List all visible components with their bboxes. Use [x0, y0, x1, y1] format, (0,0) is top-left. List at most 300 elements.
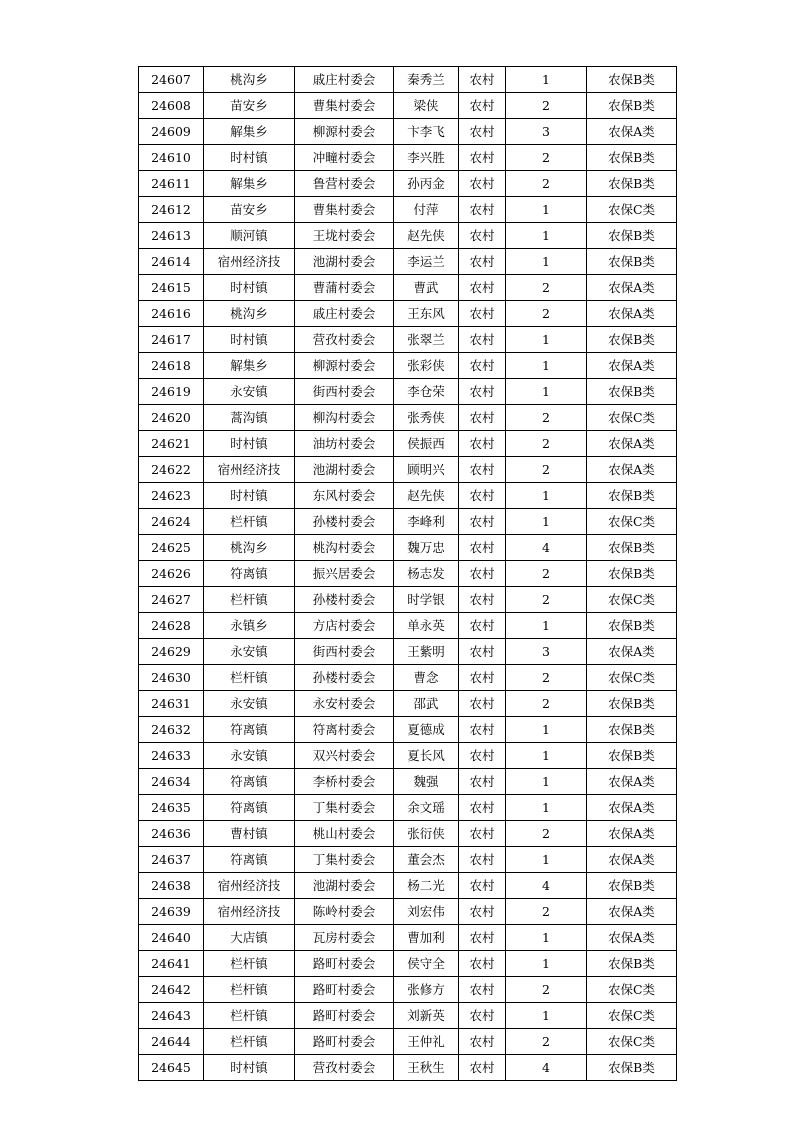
table-cell: 农村 — [459, 197, 506, 223]
table-cell: 大店镇 — [204, 925, 295, 951]
table-cell: 3 — [506, 639, 587, 665]
table-cell: 桃沟乡 — [204, 535, 295, 561]
table-cell: 农保A类 — [587, 899, 677, 925]
table-cell: 孙楼村委会 — [295, 509, 394, 535]
table-cell: 刘新英 — [394, 1003, 459, 1029]
table-row — [139, 925, 677, 951]
table-cell: 丁集村委会 — [295, 847, 394, 873]
table-cell: 刘宏伟 — [394, 899, 459, 925]
table-cell: 永安镇 — [204, 639, 295, 665]
table-row — [139, 197, 677, 223]
table-cell: 4 — [506, 1055, 587, 1081]
table-row — [139, 93, 677, 119]
table-cell: 曹集村委会 — [295, 197, 394, 223]
table-cell: 2 — [506, 301, 587, 327]
table-cell: 农保B类 — [587, 613, 677, 639]
table-cell: 24609 — [139, 119, 204, 145]
table-cell: 宿州经济技 — [204, 457, 295, 483]
table-row — [139, 821, 677, 847]
table-cell: 农村 — [459, 743, 506, 769]
table-row — [139, 1055, 677, 1081]
table-cell: 董会杰 — [394, 847, 459, 873]
table-cell: 24634 — [139, 769, 204, 795]
table-cell: 1 — [506, 717, 587, 743]
table-cell: 1 — [506, 925, 587, 951]
table-cell: 24621 — [139, 431, 204, 457]
table-cell: 张秀侠 — [394, 405, 459, 431]
table-cell: 农村 — [459, 899, 506, 925]
table-cell: 曹念 — [394, 665, 459, 691]
table-cell: 2 — [506, 821, 587, 847]
table-cell: 王东风 — [394, 301, 459, 327]
table-cell: 农村 — [459, 1003, 506, 1029]
table-cell: 农村 — [459, 353, 506, 379]
table-cell: 农保A类 — [587, 639, 677, 665]
table-cell: 东风村委会 — [295, 483, 394, 509]
table-cell: 农村 — [459, 665, 506, 691]
table-cell: 农村 — [459, 119, 506, 145]
table-cell: 2 — [506, 405, 587, 431]
table-cell: 1 — [506, 67, 587, 93]
table-cell: 营孜村委会 — [295, 327, 394, 353]
table-cell: 李兴胜 — [394, 145, 459, 171]
table-cell: 24630 — [139, 665, 204, 691]
table-cell: 1 — [506, 509, 587, 535]
table-cell: 永安镇 — [204, 691, 295, 717]
table-cell: 农保A类 — [587, 119, 677, 145]
table-cell: 农村 — [459, 587, 506, 613]
table-cell: 24645 — [139, 1055, 204, 1081]
table-cell: 孙楼村委会 — [295, 665, 394, 691]
table-cell: 农村 — [459, 223, 506, 249]
table-cell: 栏杆镇 — [204, 1029, 295, 1055]
table-row — [139, 457, 677, 483]
table-cell: 24636 — [139, 821, 204, 847]
table-row — [139, 223, 677, 249]
table-cell: 栏杆镇 — [204, 1003, 295, 1029]
table-cell: 农村 — [459, 145, 506, 171]
table-row — [139, 483, 677, 509]
table-cell: 永安镇 — [204, 743, 295, 769]
table-cell: 农村 — [459, 483, 506, 509]
table-cell: 时村镇 — [204, 483, 295, 509]
table-cell: 2 — [506, 977, 587, 1003]
table-cell: 2 — [506, 145, 587, 171]
table-cell: 农保A类 — [587, 301, 677, 327]
table-cell: 曹村镇 — [204, 821, 295, 847]
table-cell: 时村镇 — [204, 145, 295, 171]
table-cell: 2 — [506, 1029, 587, 1055]
table-cell: 农保C类 — [587, 197, 677, 223]
table-row — [139, 301, 677, 327]
table-cell: 农保B类 — [587, 873, 677, 899]
table-cell: 1 — [506, 795, 587, 821]
table-cell: 农村 — [459, 509, 506, 535]
table-row — [139, 717, 677, 743]
table-cell: 农村 — [459, 249, 506, 275]
table-cell: 瓦房村委会 — [295, 925, 394, 951]
table-cell: 农保B类 — [587, 535, 677, 561]
table-cell: 农村 — [459, 1029, 506, 1055]
table-cell: 时村镇 — [204, 327, 295, 353]
table-cell: 24633 — [139, 743, 204, 769]
table-cell: 农村 — [459, 327, 506, 353]
table-cell: 农村 — [459, 847, 506, 873]
table-cell: 魏万忠 — [394, 535, 459, 561]
table-cell: 农保B类 — [587, 327, 677, 353]
table-cell: 24635 — [139, 795, 204, 821]
table-cell: 农保B类 — [587, 249, 677, 275]
table-cell: 农保B类 — [587, 561, 677, 587]
table-row — [139, 691, 677, 717]
table-cell: 张衍侠 — [394, 821, 459, 847]
table-cell: 顾明兴 — [394, 457, 459, 483]
table-cell: 柳沟村委会 — [295, 405, 394, 431]
table-cell: 农保C类 — [587, 587, 677, 613]
table-cell: 农保A类 — [587, 431, 677, 457]
table-cell: 栏杆镇 — [204, 665, 295, 691]
table-cell: 符离镇 — [204, 717, 295, 743]
table-cell: 方店村委会 — [295, 613, 394, 639]
table-cell: 24627 — [139, 587, 204, 613]
table-cell: 王秋生 — [394, 1055, 459, 1081]
table-cell: 农保C类 — [587, 977, 677, 1003]
table-cell: 农保A类 — [587, 821, 677, 847]
table-cell: 24618 — [139, 353, 204, 379]
table-cell: 卞李飞 — [394, 119, 459, 145]
table-cell: 永安镇 — [204, 379, 295, 405]
table-cell: 农村 — [459, 1055, 506, 1081]
table-cell: 丁集村委会 — [295, 795, 394, 821]
table-cell: 农村 — [459, 93, 506, 119]
table-row — [139, 847, 677, 873]
table-cell: 24612 — [139, 197, 204, 223]
table-cell: 农村 — [459, 925, 506, 951]
table-cell: 桃沟村委会 — [295, 535, 394, 561]
table-cell: 农村 — [459, 431, 506, 457]
table-cell: 2 — [506, 431, 587, 457]
table-cell: 1 — [506, 249, 587, 275]
table-cell: 顺河镇 — [204, 223, 295, 249]
table-cell: 苗安乡 — [204, 197, 295, 223]
table-cell: 24624 — [139, 509, 204, 535]
table-cell: 王垅村委会 — [295, 223, 394, 249]
table-cell: 梁侠 — [394, 93, 459, 119]
table-row — [139, 899, 677, 925]
table-cell: 解集乡 — [204, 353, 295, 379]
beneficiary-table — [138, 66, 677, 1081]
table-row — [139, 561, 677, 587]
table-cell: 赵先侠 — [394, 223, 459, 249]
table-cell: 秦秀兰 — [394, 67, 459, 93]
table-row — [139, 951, 677, 977]
table-cell: 路町村委会 — [295, 977, 394, 1003]
table-cell: 24614 — [139, 249, 204, 275]
table-cell: 4 — [506, 535, 587, 561]
table-cell: 戚庄村委会 — [295, 67, 394, 93]
table-cell: 1 — [506, 847, 587, 873]
table-cell: 2 — [506, 587, 587, 613]
table-cell: 振兴居委会 — [295, 561, 394, 587]
table-cell: 农保B类 — [587, 379, 677, 405]
table-cell: 邵武 — [394, 691, 459, 717]
table-cell: 农村 — [459, 821, 506, 847]
table-cell: 张彩侠 — [394, 353, 459, 379]
table-cell: 陈岭村委会 — [295, 899, 394, 925]
table-row — [139, 977, 677, 1003]
table-cell: 曹集村委会 — [295, 93, 394, 119]
table-cell: 农保C类 — [587, 509, 677, 535]
table-cell: 符离镇 — [204, 847, 295, 873]
table-cell: 24626 — [139, 561, 204, 587]
table-cell: 农保A类 — [587, 925, 677, 951]
table-row — [139, 275, 677, 301]
table-cell: 解集乡 — [204, 171, 295, 197]
table-cell: 农保B类 — [587, 1055, 677, 1081]
table-cell: 3 — [506, 119, 587, 145]
table-cell: 1 — [506, 197, 587, 223]
table-cell: 农村 — [459, 457, 506, 483]
table-row — [139, 1029, 677, 1055]
table-cell: 池湖村委会 — [295, 249, 394, 275]
table-cell: 24623 — [139, 483, 204, 509]
table-row — [139, 795, 677, 821]
table-cell: 李峰利 — [394, 509, 459, 535]
table-cell: 农保C类 — [587, 405, 677, 431]
table-cell: 杨志发 — [394, 561, 459, 587]
table-cell: 时学银 — [394, 587, 459, 613]
table-row — [139, 613, 677, 639]
table-row — [139, 743, 677, 769]
table-cell: 24619 — [139, 379, 204, 405]
table-row — [139, 353, 677, 379]
table-cell: 农村 — [459, 301, 506, 327]
table-cell: 2 — [506, 457, 587, 483]
table-cell: 24617 — [139, 327, 204, 353]
table-cell: 24620 — [139, 405, 204, 431]
table-cell: 24611 — [139, 171, 204, 197]
table-row — [139, 405, 677, 431]
table-cell: 1 — [506, 743, 587, 769]
table-cell: 农保B类 — [587, 691, 677, 717]
table-cell: 农保C类 — [587, 665, 677, 691]
table-cell: 农保B类 — [587, 93, 677, 119]
table-cell: 2 — [506, 93, 587, 119]
table-cell: 1 — [506, 379, 587, 405]
table-cell: 2 — [506, 171, 587, 197]
table-row — [139, 67, 677, 93]
table-cell: 农保A类 — [587, 275, 677, 301]
table-cell: 街西村委会 — [295, 379, 394, 405]
table-cell: 魏强 — [394, 769, 459, 795]
table-cell: 24643 — [139, 1003, 204, 1029]
table-cell: 24638 — [139, 873, 204, 899]
table-cell: 2 — [506, 899, 587, 925]
table-cell: 1 — [506, 769, 587, 795]
table-cell: 栏杆镇 — [204, 977, 295, 1003]
table-cell: 农村 — [459, 379, 506, 405]
table-cell: 1 — [506, 327, 587, 353]
table-cell: 戚庄村委会 — [295, 301, 394, 327]
table-row — [139, 431, 677, 457]
table-row — [139, 327, 677, 353]
table-row — [139, 535, 677, 561]
table-cell: 桃沟乡 — [204, 301, 295, 327]
table-cell: 双兴村委会 — [295, 743, 394, 769]
table-cell: 农村 — [459, 171, 506, 197]
table-row — [139, 119, 677, 145]
table-cell: 24613 — [139, 223, 204, 249]
table-cell: 农村 — [459, 717, 506, 743]
table-cell: 24632 — [139, 717, 204, 743]
table-cell: 1 — [506, 483, 587, 509]
table-cell: 符离村委会 — [295, 717, 394, 743]
table-cell: 时村镇 — [204, 1055, 295, 1081]
table-cell: 王仲礼 — [394, 1029, 459, 1055]
table-cell: 余文瑶 — [394, 795, 459, 821]
table-cell: 农村 — [459, 561, 506, 587]
table-cell: 张修方 — [394, 977, 459, 1003]
table-cell: 农村 — [459, 769, 506, 795]
table-cell: 24629 — [139, 639, 204, 665]
table-cell: 农保B类 — [587, 743, 677, 769]
table-cell: 2 — [506, 665, 587, 691]
table-row — [139, 249, 677, 275]
table-cell: 曹加利 — [394, 925, 459, 951]
table-cell: 柳源村委会 — [295, 119, 394, 145]
table-cell: 农村 — [459, 613, 506, 639]
table-cell: 油坊村委会 — [295, 431, 394, 457]
table-cell: 24640 — [139, 925, 204, 951]
table-cell: 柳源村委会 — [295, 353, 394, 379]
table-cell: 李运兰 — [394, 249, 459, 275]
table-cell: 曹武 — [394, 275, 459, 301]
table-cell: 2 — [506, 561, 587, 587]
table-cell: 24615 — [139, 275, 204, 301]
table-row — [139, 769, 677, 795]
table-body — [139, 67, 677, 1081]
table-cell: 永镇乡 — [204, 613, 295, 639]
table-cell: 农村 — [459, 795, 506, 821]
table-cell: 农村 — [459, 873, 506, 899]
table-cell: 孙丙金 — [394, 171, 459, 197]
table-cell: 鲁营村委会 — [295, 171, 394, 197]
table-row — [139, 587, 677, 613]
table-cell: 农保A类 — [587, 795, 677, 821]
table-row — [139, 873, 677, 899]
table-cell: 农保C类 — [587, 1003, 677, 1029]
table-cell: 农保B类 — [587, 223, 677, 249]
table-cell: 符离镇 — [204, 561, 295, 587]
table-cell: 农村 — [459, 67, 506, 93]
table-cell: 符离镇 — [204, 795, 295, 821]
table-cell: 农保B类 — [587, 67, 677, 93]
table-cell: 24631 — [139, 691, 204, 717]
table-cell: 张翠兰 — [394, 327, 459, 353]
table-cell: 24616 — [139, 301, 204, 327]
table-cell: 1 — [506, 951, 587, 977]
table-cell: 1 — [506, 353, 587, 379]
table-cell: 24625 — [139, 535, 204, 561]
table-cell: 24622 — [139, 457, 204, 483]
table-cell: 24637 — [139, 847, 204, 873]
table-cell: 24642 — [139, 977, 204, 1003]
table-cell: 农保A类 — [587, 353, 677, 379]
table-cell: 李仓荣 — [394, 379, 459, 405]
table-cell: 栏杆镇 — [204, 509, 295, 535]
table-cell: 24641 — [139, 951, 204, 977]
table-cell: 农保B类 — [587, 145, 677, 171]
table-cell: 时村镇 — [204, 275, 295, 301]
table-cell: 蒿沟镇 — [204, 405, 295, 431]
table-cell: 桃山村委会 — [295, 821, 394, 847]
table-row — [139, 1003, 677, 1029]
table-row — [139, 509, 677, 535]
table-cell: 池湖村委会 — [295, 457, 394, 483]
table-row — [139, 379, 677, 405]
table-cell: 夏德成 — [394, 717, 459, 743]
table-cell: 路町村委会 — [295, 1003, 394, 1029]
table-cell: 24639 — [139, 899, 204, 925]
table-container — [138, 66, 655, 1081]
table-row — [139, 171, 677, 197]
table-cell: 池湖村委会 — [295, 873, 394, 899]
table-cell: 2 — [506, 691, 587, 717]
table-cell: 农村 — [459, 951, 506, 977]
table-cell: 时村镇 — [204, 431, 295, 457]
table-cell: 赵先侠 — [394, 483, 459, 509]
table-cell: 农保B类 — [587, 951, 677, 977]
table-cell: 24607 — [139, 67, 204, 93]
table-cell: 24608 — [139, 93, 204, 119]
table-cell: 1 — [506, 1003, 587, 1029]
table-cell: 符离镇 — [204, 769, 295, 795]
table-cell: 栏杆镇 — [204, 587, 295, 613]
table-cell: 孙楼村委会 — [295, 587, 394, 613]
table-row — [139, 639, 677, 665]
table-cell: 解集乡 — [204, 119, 295, 145]
table-cell: 街西村委会 — [295, 639, 394, 665]
table-cell: 栏杆镇 — [204, 951, 295, 977]
table-cell: 路町村委会 — [295, 951, 394, 977]
table-cell: 农村 — [459, 639, 506, 665]
table-cell: 曹蒲村委会 — [295, 275, 394, 301]
table-cell: 宿州经济技 — [204, 873, 295, 899]
table-cell: 农保B类 — [587, 483, 677, 509]
table-cell: 农村 — [459, 691, 506, 717]
table-cell: 农村 — [459, 405, 506, 431]
table-cell: 侯振西 — [394, 431, 459, 457]
table-row — [139, 145, 677, 171]
table-cell: 冲疃村委会 — [295, 145, 394, 171]
table-cell: 宿州经济技 — [204, 899, 295, 925]
table-cell: 农保A类 — [587, 457, 677, 483]
table-cell: 农村 — [459, 977, 506, 1003]
table-cell: 永安村委会 — [295, 691, 394, 717]
table-cell: 24610 — [139, 145, 204, 171]
table-cell: 1 — [506, 613, 587, 639]
table-cell: 桃沟乡 — [204, 67, 295, 93]
table-cell: 王紫明 — [394, 639, 459, 665]
table-cell: 杨二光 — [394, 873, 459, 899]
table-cell: 宿州经济技 — [204, 249, 295, 275]
table-cell: 付萍 — [394, 197, 459, 223]
table-cell: 24644 — [139, 1029, 204, 1055]
table-cell: 农保B类 — [587, 171, 677, 197]
table-cell: 2 — [506, 275, 587, 301]
table-cell: 24628 — [139, 613, 204, 639]
table-row — [139, 665, 677, 691]
